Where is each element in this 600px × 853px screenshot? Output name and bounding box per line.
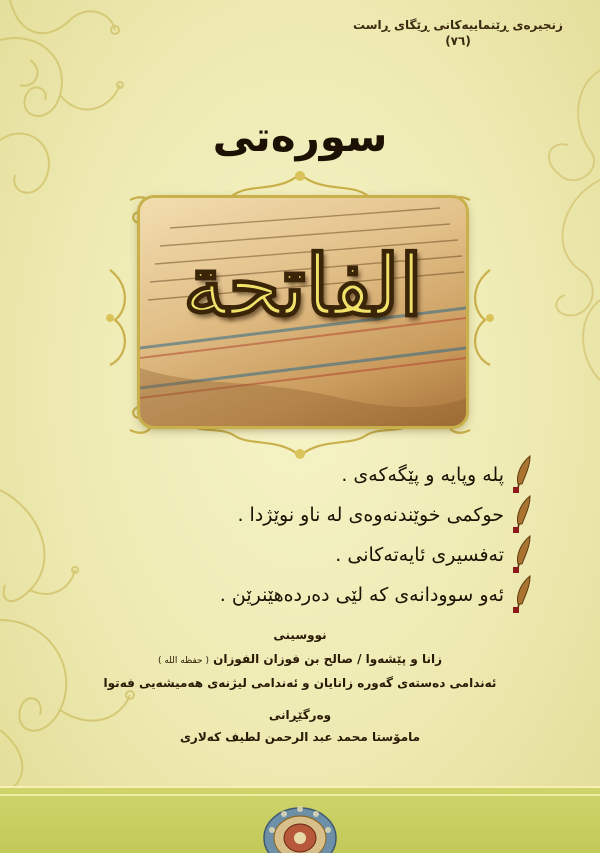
series-title: زنجیرەی ڕێنماییەكانی ڕێگای ڕاست [353,18,563,32]
author-role: ئەندامی دەستەی گەورە زانایان و ئەندامی لیژنەی هەمیشەیی فەتوا [103,676,497,690]
list-item [74,498,534,538]
topics-list [74,458,534,618]
series-number: (٧٦) [445,34,471,48]
list-item [74,458,534,498]
translator-heading: وەرگێڕانی [268,708,332,722]
author-name: زانا و پێشەوا / صالح بن فوزان الفوزان [213,652,442,666]
credits-block [0,628,600,744]
quill-pen-icon [510,574,534,614]
quran-page-image [140,198,466,426]
author-name-line [0,652,600,666]
quill-pen-icon [510,534,534,574]
topic-text: ئەو سوودانەی كە لێی دەردەهێنرێن . [219,584,504,606]
topic-text: تەفسیری ئایەتەكانی . [335,544,504,566]
ornamental-medallion-icon [260,788,340,853]
topic-text: حوكمی خوێندنەوەی لە ناو نوێژدا . [237,504,504,526]
quill-pen-icon [510,494,534,534]
topic-text: پلە وپایە و پێگەكەی . [341,464,504,486]
list-item [74,538,534,578]
surah-word-title: سورەتی [212,112,388,161]
quill-pen-icon [510,454,534,494]
list-item [74,578,534,618]
translator-name: مامۆستا محمد عبد الرحمن لطیف كەلاری [179,730,421,744]
author-heading: نووسینی [273,628,327,642]
surah-name-calligraphy: الفاتحة [183,236,423,335]
series-header [338,18,578,48]
author-honorific: ( حفظه الله ) [157,656,209,666]
